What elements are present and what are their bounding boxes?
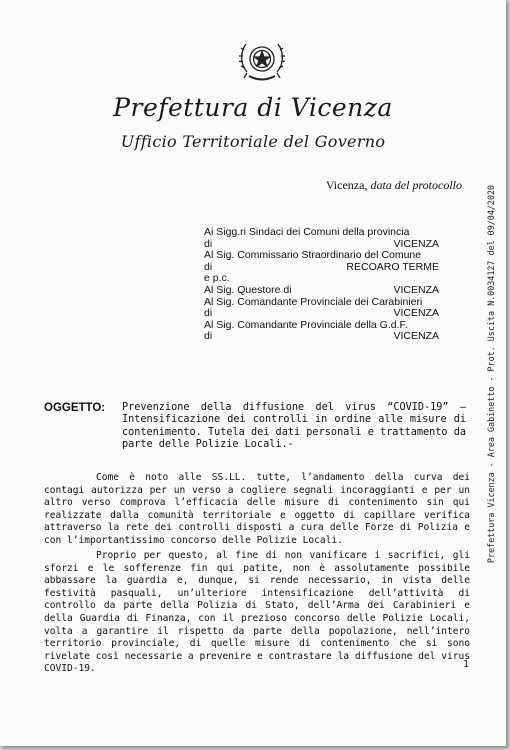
subject-label: OGGETTO: [44, 402, 106, 414]
recipient-city: RECOARO TERME [346, 260, 439, 273]
recipients-block [204, 227, 439, 343]
office-title: Prefettura di Vicenza [113, 93, 393, 122]
recipient-city: VICENZA [393, 283, 439, 296]
recipient-line [204, 285, 439, 297]
recipient-text: di [204, 237, 213, 250]
recipient-text: Al Sig. Questore di [204, 283, 292, 296]
recipient-text: Al Sig. Commissario Straordinario del Comune [204, 249, 422, 262]
recipient-text: Ai Sigg.ri Sindaci dei Comuni della provincia [204, 226, 410, 238]
recipient-text: di [204, 330, 213, 343]
recipient-city: VICENZA [393, 330, 439, 343]
emblem-icon [237, 34, 287, 86]
body-paragraph-1: Come è noto alle SS.LL. tutte, l’andamento della curva dei contagi autorizza per un verso a cogliere segnali incoraggianti e per un altro verso comprova l’efficacia delle misure di contenimento sin qui realizzate dalla comunità territoriale e oggetto di capillare verifica attraverso la rete dei controlli disposti a cura delle Forze di Polizia e con l’importantissimo concorso delle Polizie Locali. [44, 472, 470, 546]
recipient-text: Al Sig. Comandante Provinciale dei Carabinieri [204, 295, 423, 308]
recipient-line [204, 262, 439, 274]
recipient-line [204, 331, 439, 343]
recipient-text: di [204, 260, 213, 273]
recipient-city: VICENZA [393, 237, 439, 250]
office-subtitle: Ufficio Territoriale del Governo [120, 132, 386, 151]
body-paragraph-2: Proprio per questo, al fine di non vanificare i sacrifici, gli sforzi e le sofferenze fin qui patite, non è assolutamente possibile abbassare la guardia e, dunque, si rende necessario, in vista delle festività pasquali, un’ulteriore intensificazione dell’attività di controllo da parte della Polizia di Stato, dell’Arma dei Carabinieri e della Guardia di Finanza, con il prezioso concorso delle Polizie Locali, volta a garantire il rispetto da parte della popolazione, nell’intero territorio provinciale, di quelle misure di contenimento che si sono rivelate così necessarie a prevenire e contrastare la diffusione del virus COVID-19. [44, 550, 470, 675]
recipient-text: e p.c. [204, 272, 230, 285]
subject-text: Prevenzione della diffusione del virus “COVID-19” – Intensificazione dei controlli in ordine alle misure di contenimento. Tutela dei dati personali e trattamento da parte delle Polizie Locali.- [122, 402, 466, 451]
recipient-line [204, 227, 439, 239]
protocol-stamp: Prefettura Vicenza - Area Gabinetto - Prot. Uscita N.0034127 del 09/04/2020 [486, 184, 496, 564]
dateline-date: data del protocollo [370, 178, 462, 192]
dateline [326, 178, 462, 193]
recipient-text: Al Sig. Comandante Provinciale della G.d.F. [204, 318, 408, 331]
dateline-place: Vicenza, [325, 178, 368, 192]
recipient-text: di [204, 307, 213, 320]
recipient-line [204, 308, 439, 320]
recipient-city: VICENZA [393, 307, 439, 320]
subject-block [44, 402, 466, 452]
page-number: 1 [463, 659, 470, 670]
